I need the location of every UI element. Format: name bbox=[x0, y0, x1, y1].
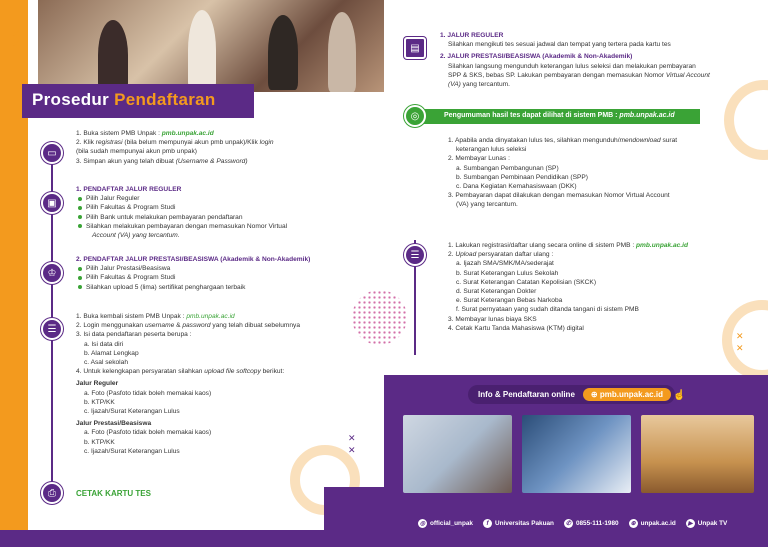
form-icon: ☰ bbox=[41, 318, 63, 340]
info-label: Info & Pendaftaran online bbox=[478, 390, 575, 399]
step-account: 1. Buka sistem PMB Unpak : pmb.unpak.ac.id 2. Klik registrasi (bila belum mempunyai akun pmb unpak)/Klik login (bila sudah mempunyai akun pmb unpak) 3. Simpan akun yang telah dibuat (Username & Password) bbox=[76, 130, 274, 165]
target-icon: ◎ bbox=[404, 105, 426, 127]
x-decoration: ✕ ✕ bbox=[736, 331, 744, 353]
payment-steps: 1. Apabila anda dinyatakan lulus tes, silahkan mengunduh/mendownload surat keterangan lulus seleksi 2. Membayar Lunas : a. Sumbangan Pembangunan (SP) b. Sumbangan Pembinaan Pendidikan (SPP) c. Dana Kegiatan Kemahasiswaan (DKK) 3. Pembayaran dapat dilakukan dengan memasukan Nomor Virtual Account (VA) yang tercantum. bbox=[448, 137, 678, 209]
left-accent-bar bbox=[0, 0, 28, 547]
step-upload: 1. Buka kembali sistem PMB Unpak : pmb.unpak.ac.id 2. Login menggunakan username & password yang telah dibuat sebelumnya 3. Isi data pendaftaran peserta berupa : a. Isi data diri b. Alamat Lengkap c. Asal sekolah 4. Untuk kelengkapan persyaratan silahkan upload file softcopy berikut: Jalur Reguler a. Foto (Pasfoto tidak boleh memakai kaos) b. KTP/KK c. Ijazah/Surat Keterangan Lulus Jalur Prestasi/Beasiswa a. Foto (Pasfoto tidak boleh memakai kaos) b. KTP/KK c. Ijazah/Surat Keterangan Lulus bbox=[76, 313, 301, 455]
purple-block bbox=[324, 487, 384, 547]
footer-facebook[interactable]: f Universitas Pakuan bbox=[483, 519, 554, 528]
registration-icon: ☰ bbox=[404, 244, 426, 266]
step-reguler: 1. PENDAFTAR JALUR REGULER Pilih Jalur Reguler Pilih Fakultas & Program Studi Pilih Bank untuk melakukan pembayaran pendaftaran Silahkan melakukan pembayaran dengan memasukan Nomor Virtual Account (VA) yang tercantum. bbox=[76, 185, 366, 240]
footer-social bbox=[418, 519, 737, 528]
dot-pattern bbox=[352, 290, 407, 345]
facebook-icon: f bbox=[483, 519, 492, 528]
footer-instagram[interactable]: ◎ official_unpak bbox=[419, 520, 473, 527]
photo-laboratory bbox=[522, 415, 631, 493]
footer-whatsapp[interactable]: ✆ 0855-111-1980 bbox=[565, 520, 619, 527]
footer-youtube[interactable]: ▶ Unpak TV bbox=[686, 519, 727, 528]
x-decoration: ✕ ✕ bbox=[12, 29, 21, 50]
print-test-card: CETAK KARTU TES bbox=[76, 489, 151, 498]
page-title: Prosedur Pendaftaran bbox=[22, 84, 254, 118]
test-result: 1. JALUR REGULER Silahkan mengikuti tes sesuai jadwal dan tempat yang tertera pada kartu tes 2. JALUR PRESTASI/BEASISWA (Akademik & Non-Akademik) Silahkan langsung mengunduh keterangan lulus seleksi dan melakukan pembayaran SPP & SKS, bebas SP. Lakukan pembayaran dengan memasukan Nomor Virtual Account (VA) yang tercantum. bbox=[440, 32, 710, 89]
announcement-bar: Pengumuman hasil tes dapat dilihat di sistem PMB : pmb.unpak.ac.id bbox=[410, 109, 700, 124]
document-icon: ▤ bbox=[404, 37, 426, 59]
whatsapp-icon: ✆ bbox=[565, 521, 571, 527]
bottom-strip bbox=[0, 530, 324, 547]
info-banner bbox=[468, 385, 675, 404]
photo-courtroom bbox=[641, 415, 754, 493]
computer-icon: ▭ bbox=[41, 142, 63, 164]
globe-icon: ⊕ bbox=[590, 390, 600, 399]
cursor-icon: ☝ bbox=[673, 390, 686, 401]
students-photo bbox=[38, 0, 384, 92]
footer-website[interactable]: ⊕ unpak.ac.id bbox=[630, 520, 676, 527]
trophy-icon: ♔ bbox=[41, 262, 63, 284]
instagram-icon: ◎ bbox=[419, 521, 426, 527]
globe-icon: ⊕ bbox=[630, 521, 636, 527]
save-icon: ▣ bbox=[41, 192, 63, 214]
printer-icon: ⎙ bbox=[41, 482, 63, 504]
registration-link[interactable]: ⊕ pmb.unpak.ac.id bbox=[583, 388, 671, 401]
x-decoration: ✕ ✕ bbox=[348, 433, 356, 455]
photo-students-laptop bbox=[403, 415, 512, 493]
youtube-icon: ▶ bbox=[686, 519, 695, 528]
step-prestasi: 2. PENDAFTAR JALUR PRESTASI/BEASISWA (Akademik & Non-Akademik) Pilih Jalur Prestasi/Beasiswa Pilih Fakultas & Program Studi Silahkan upload 5 (lima) sertifikat penghargaan terbaik bbox=[76, 255, 366, 292]
reregistration-steps: 1. Lakukan registrasi/daftar ulang secara online di sistem PMB : pmb.unpak.ac.id 2. Upload persyaratan daftar ulang : a. Ijazah SMA/SMK/MA/sederajat b. Surat Keterangan Lulus Sekolah c. Surat Keterangan Catatan Kepolisian (SKCK) d. Surat Keterangan Dokter e. Surat Keterangan Bebas Narkoba f. Surat pernyataan yang sudah ditanda tangani di sistem PMB 3. Membayar lunas biaya SKS 4. Cetak Kartu Tanda Mahasiswa (KTM) digital bbox=[448, 242, 689, 332]
